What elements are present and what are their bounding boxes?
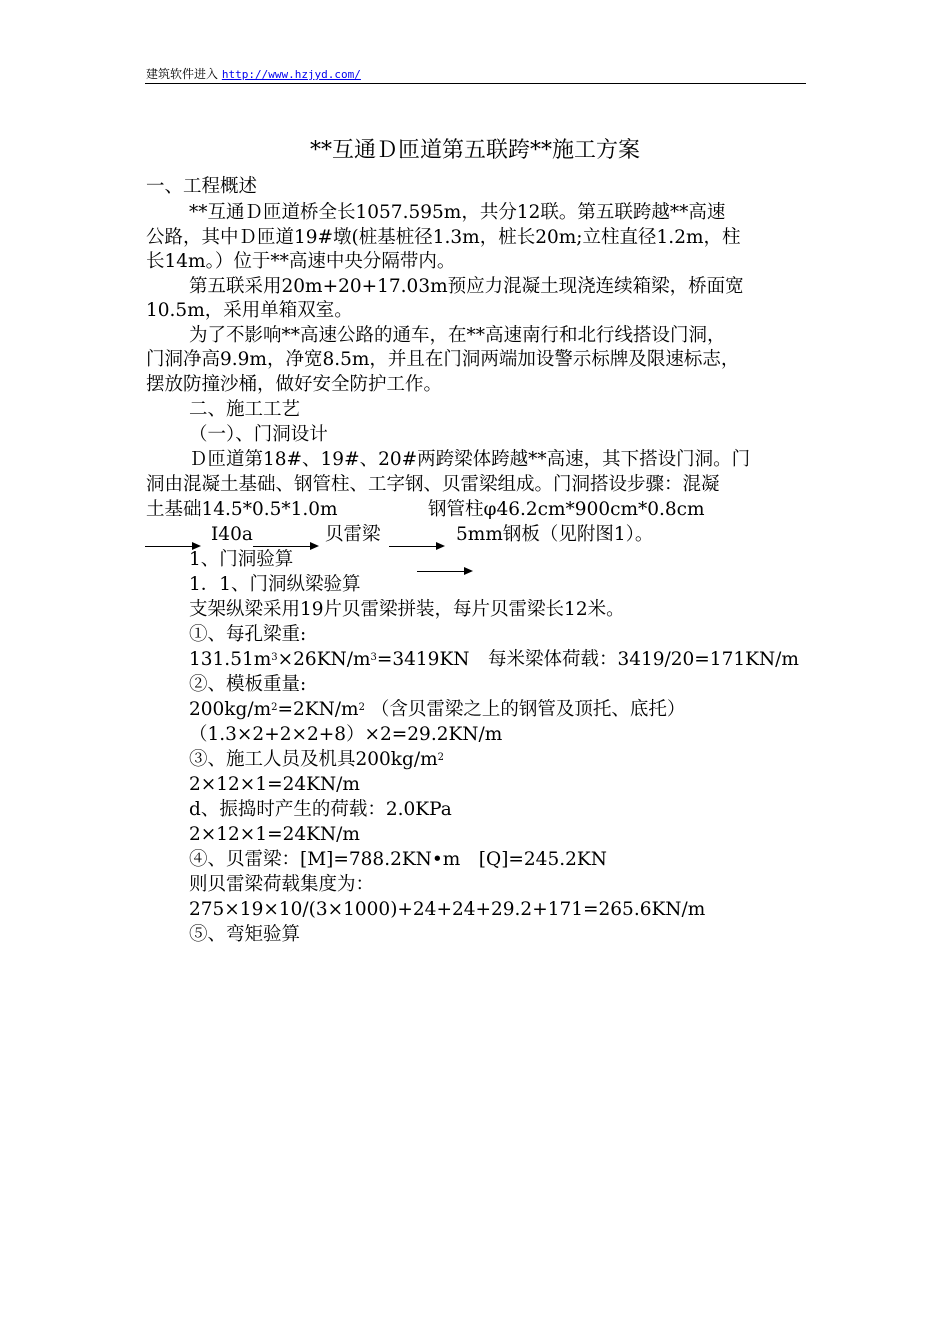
section-heading: 二、施工工艺 (189, 399, 301, 420)
item-heading: ②、模板重量: (189, 674, 307, 695)
formula-line: $200kg/m^2=2KN/m^2$ （含贝雷梁之上的钢管及顶托、底托） (189, 699, 686, 720)
formula-line: 2×12×1=24KN/m (189, 774, 360, 795)
paragraph-line: 支架纵梁采用19片贝雷梁拼装，每片贝雷梁长12米。 (189, 599, 625, 620)
paragraph-line: Ｄ匝道第18#、19#、20#两跨梁体跨越**高速，其下搭设门洞。门 (189, 449, 751, 470)
item-heading: ⑤、弯矩验算 (189, 924, 301, 945)
paragraph-line: 洞由混凝土基础、钢管柱、工字钢、贝雷梁组成。门洞搭设步骤：混凝 (146, 474, 720, 495)
paragraph-line: 钢管柱φ46.2cm*900cm*0.8cm (428, 499, 705, 520)
paragraph-line: 摆放防撞沙桶，做好安全防护工作。 (146, 374, 443, 395)
subsection-heading: 1、门洞验算 (189, 549, 294, 570)
step-label: 5mm钢板（见附图1）。 (456, 524, 654, 545)
paragraph-line: 长14m。）位于**高速中央分隔带内。 (146, 251, 456, 272)
paragraph-line: 门洞净高9.9m，净宽8.5m，并且在门洞两端加设警示标牌及限速标志， (146, 349, 740, 370)
paragraph-line: 公路，其中Ｄ匝道19#墩(桩基桩径1.3m，桩长20m;立柱直径1.2m，柱 (146, 227, 741, 248)
item-heading: ①、每孔梁重: (189, 624, 307, 645)
step-arrow (389, 546, 443, 547)
header-prefix: 建筑软件进入 (146, 67, 219, 81)
formula-line: （1.3×2+2×2+8）×2=29.2KN/m (189, 724, 503, 745)
header-rule (145, 83, 806, 84)
step-label: I40a (211, 524, 253, 545)
paragraph-line: 10.5m，采用单箱双室。 (146, 300, 353, 321)
formula-line: ③、施工人员及机具$200kg/m^2$ (189, 749, 445, 770)
formula-line: 275×19×10/(3×1000)+24+24+29.2+171=265.6KN/m (189, 899, 706, 920)
paragraph-line: 则贝雷梁荷载集度为： (189, 874, 375, 895)
paragraph-line: 第五联采用20m+20+17.03m预应力混凝土现浇连续箱梁，桥面宽 (189, 276, 744, 297)
step-arrow (253, 546, 317, 547)
subsection-heading: 1．1、门洞纵梁验算 (189, 574, 361, 595)
item-heading: ④、贝雷梁：[M]=788.2KN•m [Q]=245.2KN (189, 849, 607, 870)
paragraph-line: 为了不影响**高速公路的通车，在**高速南行和北行线搭设门洞， (189, 325, 726, 346)
header-link[interactable]: http://www.hzjyd.com/ (221, 68, 361, 81)
doc-title: **互通Ｄ匝道第五联跨**施工方案 (309, 138, 640, 163)
subsection-heading: （一）、门洞设计 (189, 424, 328, 445)
step-label: 贝雷梁 (325, 524, 381, 545)
page-header (146, 66, 361, 83)
paragraph-line: **互通Ｄ匝道桥全长1057.595m，共分12联。第五联跨越**高速 (189, 202, 726, 223)
section-heading: 一、工程概述 (146, 176, 258, 197)
step-arrow (417, 571, 471, 572)
formula-line: $131.51m^3\times 26KN/m^3=3419KN$ 每米梁体荷载：3419/20=171KN/m (189, 649, 799, 670)
step-arrow (145, 546, 199, 547)
paragraph-line: 土基础14.5*0.5*1.0m (146, 499, 338, 520)
item-heading: d、振捣时产生的荷载：2.0KPa (189, 799, 452, 820)
formula-line: 2×12×1=24KN/m (189, 824, 360, 845)
